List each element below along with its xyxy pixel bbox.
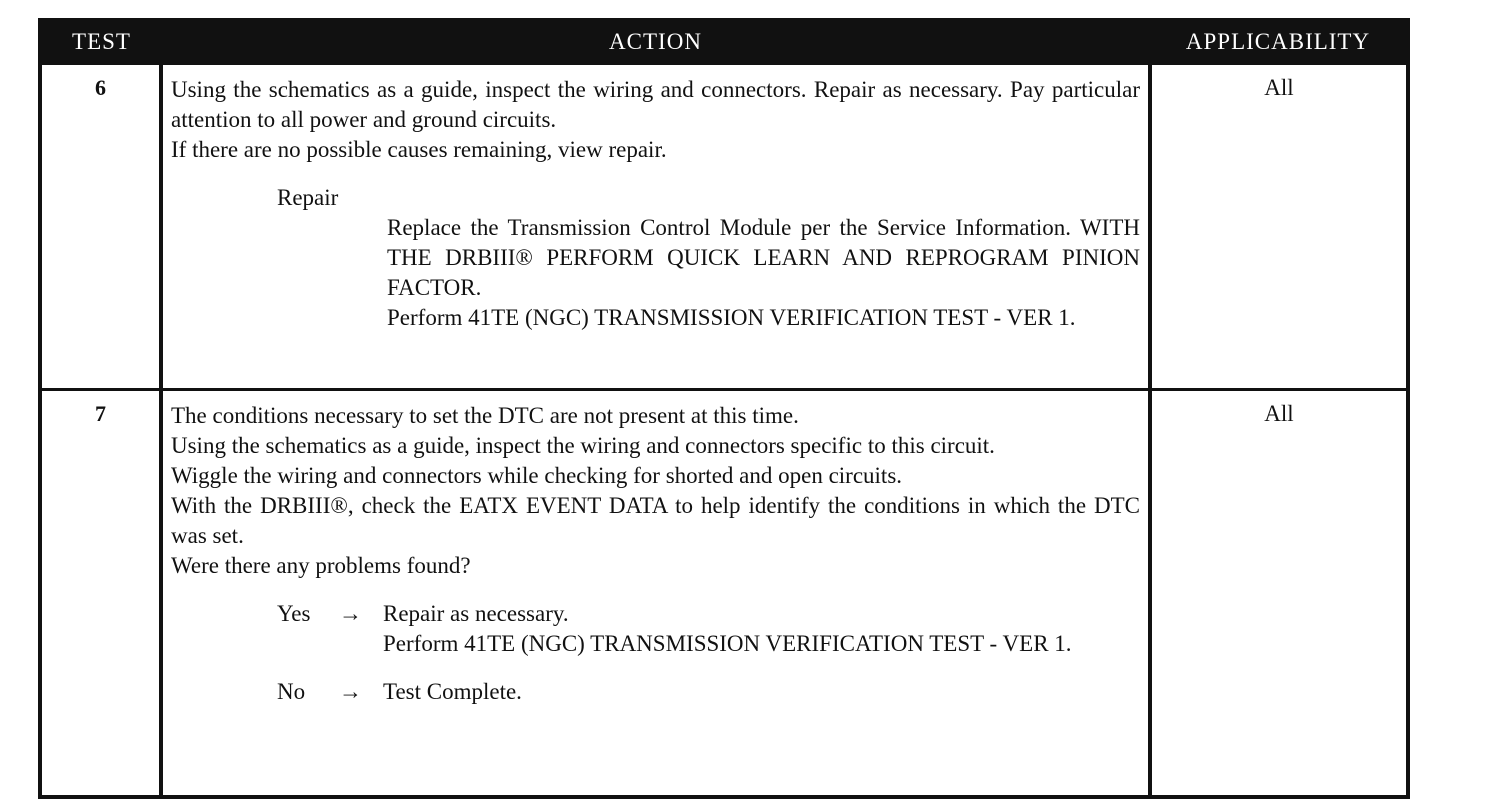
table-row — [40, 64, 1408, 390]
repair-instruction: Perform 41TE (NGC) TRANSMISSION VERIFICATION TEST - VER 1. — [387, 305, 1076, 330]
outcome-instruction: Test Complete. — [383, 679, 522, 704]
action-cell — [161, 390, 1150, 798]
header-applicability: APPLICABILITY — [1150, 20, 1408, 64]
applicability-value: All — [1150, 390, 1408, 798]
arrow-right-icon: → — [339, 601, 362, 626]
outcome-instruction: Perform 41TE (NGC) TRANSMISSION VERIFICATION TEST - VER 1. — [383, 631, 1072, 656]
outcome-yes — [171, 599, 1140, 659]
action-cell — [161, 64, 1150, 390]
action-paragraph: With the DRBIII®, check the EATX EVENT DATA to help identify the conditions in which the DTC was set. — [171, 493, 1140, 548]
repair-block — [171, 183, 1140, 333]
diagnostic-procedure-table — [38, 18, 1410, 799]
repair-instruction: Replace the Transmission Control Module per the Service Information. WITH THE DRBIII® PERFORM QUICK LEARN AND REPROGRAM PINION FACTOR. — [387, 215, 1140, 300]
test-number: 6 — [40, 64, 161, 390]
applicability-value: All — [1150, 64, 1408, 390]
arrow-right-icon: → — [339, 679, 362, 704]
header-test: TEST — [40, 20, 161, 64]
document-page — [38, 18, 1406, 770]
action-paragraph: Using the schematics as a guide, inspect the wiring and connectors specific to this circuit. — [171, 433, 995, 458]
outcome-instruction: Repair as necessary. — [383, 601, 569, 626]
outcome-no — [171, 677, 1140, 707]
action-paragraph: Were there any problems found? — [171, 553, 471, 578]
repair-label: Repair — [277, 185, 339, 210]
test-number: 7 — [40, 390, 161, 798]
action-paragraph: Using the schematics as a guide, inspect the wiring and connectors. Repair as necessary. Pay particular attention to all power and ground circuits. — [171, 77, 1140, 132]
table-row — [40, 390, 1408, 798]
table-header-row — [40, 20, 1408, 64]
action-paragraph: Wiggle the wiring and connectors while checking for shorted and open circuits. — [171, 463, 903, 488]
outcome-yes-label: Yes — [277, 601, 311, 626]
header-action: ACTION — [161, 20, 1150, 64]
action-paragraph: If there are no possible causes remaining, view repair. — [171, 137, 667, 162]
action-paragraph: The conditions necessary to set the DTC are not present at this time. — [171, 403, 799, 428]
outcome-no-label: No — [277, 679, 306, 704]
